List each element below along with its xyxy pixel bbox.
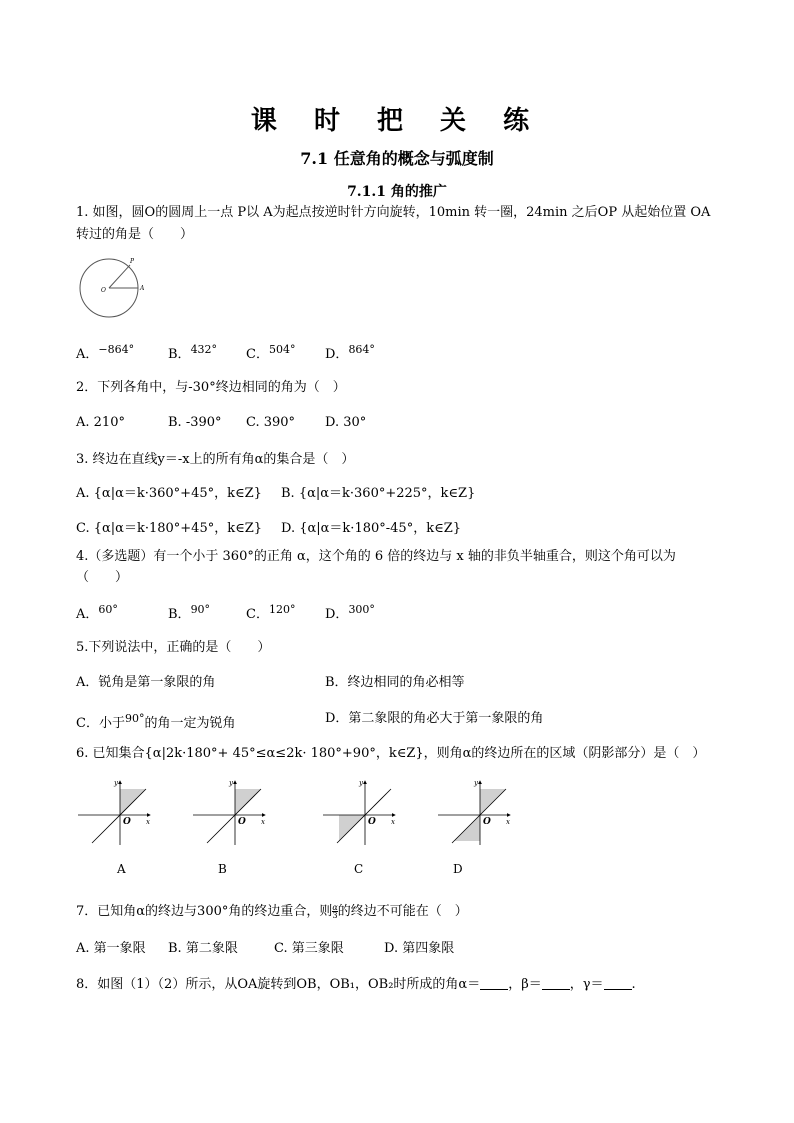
q7-option-c[interactable]: C. 第三象限 [274,941,344,956]
axis-x-a: x [146,818,150,826]
q2-option-c[interactable]: C. 390° [246,415,296,430]
q3-option-c[interactable]: C. {α|α＝k·180°+45°，k∈Z} [76,521,263,536]
chapter-title: 7.1 任意角的概念与弧度制 [300,149,494,168]
q7-frac-top: α [332,903,338,912]
q3-option-b[interactable]: B. {α|α＝k·360°+225°，k∈Z} [281,486,476,501]
q6-figure-c [323,779,395,845]
q3-stem: 3. 终边在直线y＝-x上的所有角α的集合是（ ） [76,452,355,467]
q3-option-a[interactable]: A. {α|α＝k·360°+45°，k∈Z} [76,486,262,501]
q6-caption-a[interactable]: A [117,862,126,876]
q7-option-d[interactable]: D. 第四象限 [384,941,455,956]
q6-figure-a [78,779,150,845]
q6-caption-c[interactable]: C [354,862,364,876]
origin-b: O [238,817,246,827]
q7-option-b[interactable]: B. 第二象限 [168,941,238,956]
q4-option-a[interactable]: A．$^{60^\circ}$ [76,603,118,622]
q7-frac-bottom: 3 [332,911,338,920]
q1-stem-line1: 1. 如图，圆O的圆周上一点 P以 A为起点按逆时针方向旋转，10min 转一圈，24min 之后OP 从起始位置 OA [76,205,711,220]
axis-x-b: x [261,818,265,826]
q1-stem-line2: 转过的角是（ ） [76,227,194,242]
q4-option-b[interactable]: B．$^{90^\circ}$ [168,603,211,622]
q1-circle-figure [76,256,156,322]
q4-stem-line2: （ ） [76,570,129,585]
origin-c: O [368,817,376,827]
axis-y-c: y [359,779,363,787]
section-title: 7.1.1 角的推广 [347,184,447,200]
origin-a: O [123,817,131,827]
q1-option-b[interactable]: B．$^{432^\circ}$ [168,343,218,362]
label-a: A [140,285,145,292]
q5-stem: 5.下列说法中，正确的是（ ） [76,640,271,655]
q8-blank-gamma[interactable] [604,977,632,990]
axis-y-a: y [114,779,118,787]
q2-option-d[interactable]: D. 30° [325,415,367,430]
q6-figure-b [193,779,265,845]
q3-option-d[interactable]: D. {α|α＝k·180°-45°，k∈Z} [281,521,461,536]
q6-caption-d[interactable]: D [453,862,463,876]
q8-blank-alpha[interactable] [480,977,508,990]
axis-y-b: y [229,779,233,787]
q8-blank-beta[interactable] [542,977,570,990]
q8-stem: 8．如图（1）（2）所示，从OA旋转到OB，OB₁，OB₂时所成的角α＝ ，β＝ ，γ＝ . [76,977,636,992]
segment-op [109,265,130,288]
q4-option-d[interactable]: D．$^{300^\circ}$ [325,603,375,622]
label-o: O [101,287,106,294]
q7-option-a[interactable]: A. 第一象限 [76,941,146,956]
q4-stem-line1: 4.（多选题）有一个小于 360°的正角 α，这个角的 6 倍的终边与 x 轴的非负半轴重合，则这个角可以为 [76,549,676,564]
q2-stem: 2．下列各角中，与-30°终边相同的角为（ ） [76,380,346,395]
label-p: P [130,258,135,265]
q6-caption-b[interactable]: B [218,862,227,876]
q2-option-b[interactable]: B. -390° [168,415,222,430]
q5-option-c[interactable]: C．小于$^{90^\circ}$的角一定为锐角 [76,712,236,731]
axis-y-d: y [474,779,478,787]
q1-option-d[interactable]: D．$^{864^\circ}$ [325,343,375,362]
q5-option-a[interactable]: A．锐角是第一象限的角 [76,675,216,690]
q5-option-b[interactable]: B．终边相同的角必相等 [325,675,465,690]
q2-option-a[interactable]: A. 210° [76,415,125,430]
q1-option-c[interactable]: C．$^{504^\circ}$ [246,343,296,362]
axis-x-d: x [506,818,510,826]
q6-stem: 6. 已知集合{α|2k·180°+ 45°≤α≤2k· 180°+90°，k∈Z}，则角α的终边所在的区域（阴影部分）是（ ） [76,746,706,761]
q4-option-c[interactable]: C．$^{120^\circ}$ [246,603,296,622]
page-title: 课 时 把 关 练 [250,106,544,136]
q6-figure-d [438,779,510,845]
q1-option-a[interactable]: A．$^{-864^\circ}$ [76,343,135,362]
q5-option-d[interactable]: D．第二象限的角必大于第一象限的角 [325,711,544,726]
origin-d: O [483,817,491,827]
axis-x-c: x [391,818,395,826]
q7-stem: 7．已知角α的终边与300°角的终边重合，则 $\frac{\alpha}{3}$ 的终边不可能在（ ） [76,903,468,920]
